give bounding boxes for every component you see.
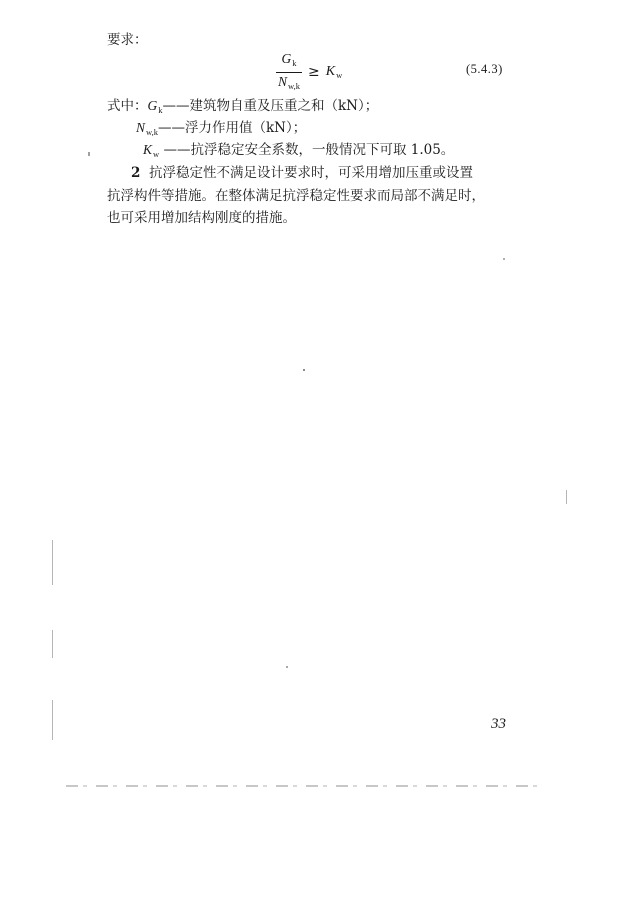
fraction-bar <box>276 72 302 73</box>
scan-bottom-marks <box>66 785 544 787</box>
definition-text: 浮力作用值（kN）； <box>184 120 307 136</box>
definition-text: 抗浮稳定安全系数，一般情况下可取 1.05。 <box>190 142 455 158</box>
definition-dash: —— <box>162 98 190 114</box>
equation-number: (5.4.3) <box>466 62 503 76</box>
scan-edge-line <box>52 540 53 585</box>
requirement-intro: 要求： <box>107 32 148 48</box>
definition-text: 建筑物自重及压重之和（kN）； <box>189 98 379 114</box>
definition-row-gk <box>107 96 378 120</box>
definition-dash: —— <box>157 120 185 136</box>
clause-number: 2 <box>131 165 141 181</box>
formula-denominator: $N_{w,k}$ <box>278 73 300 91</box>
scan-edge-line <box>52 700 53 740</box>
formula-rhs: $K_w$ <box>325 64 343 80</box>
definition-lead: 式中： <box>107 98 148 114</box>
clause-line-2: 抗浮构件等措施。在整体满足抗浮稳定性要求而局部不满足时， <box>107 188 485 204</box>
definition-dash: —— <box>159 142 191 158</box>
formula-numerator: $G_k$ <box>281 50 297 68</box>
scan-speck <box>503 258 505 260</box>
definition-symbol: $K_w$ <box>143 142 160 159</box>
definition-row-nwk <box>136 118 306 142</box>
geq-operator: ≥ <box>307 64 320 80</box>
clause-line-3: 也可采用增加结构刚度的措施。 <box>107 210 296 226</box>
scan-edge-line <box>566 490 567 504</box>
clause-line-1 <box>131 163 473 183</box>
definition-symbol: $G_k$ <box>147 98 163 115</box>
page-number: 33 <box>491 716 506 732</box>
formula-fraction <box>276 51 302 94</box>
clause-text: 抗浮稳定性不满足设计要求时，可采用增加压重或设置 <box>149 165 473 181</box>
definition-row-kw <box>143 140 454 164</box>
formula-5-4-3 <box>276 52 342 92</box>
scan-edge-line <box>52 630 53 658</box>
scan-speck <box>303 369 305 371</box>
scan-speck <box>88 152 90 156</box>
scan-speck <box>286 666 288 668</box>
definition-symbol: $N_{w,k}$ <box>136 120 158 137</box>
